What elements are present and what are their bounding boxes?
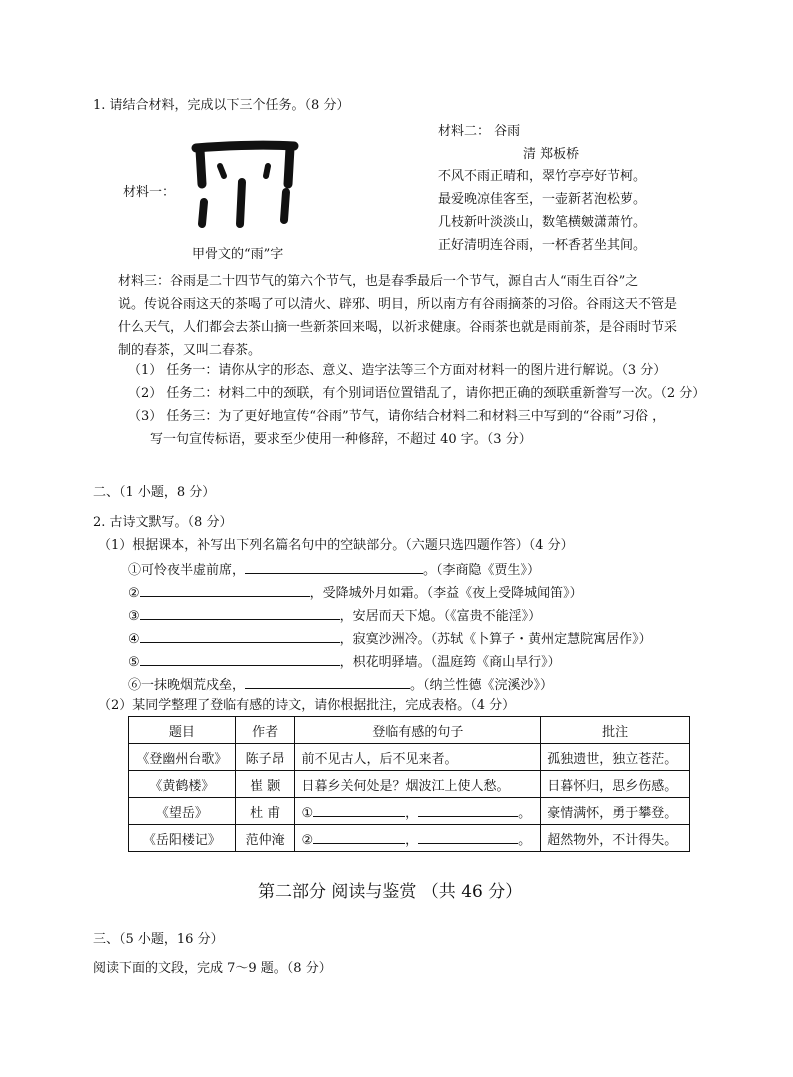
- fill-post: ，寂寞沙洲冷。（苏轼《卜算子・黄州定慧院寓居作》）: [339, 632, 652, 647]
- fill-pre: ②: [128, 586, 140, 601]
- blank-marker: ①: [301, 805, 314, 821]
- material3-line: 材料三：谷雨是二十四节气的第六个节气，也是春季最后一个节气，源自古人“雨生百谷”之: [118, 274, 639, 289]
- fill-item-6: [128, 677, 553, 694]
- table-cell-note: 孤独遗世，独立苍茫。: [541, 744, 690, 771]
- section3-intro: 阅读下面的文段，完成 7～9 题。（8 分）: [93, 961, 332, 976]
- q2-sub2: （2）某同学整理了登临有感的诗文，请你根据批注，完成表格。（4 分）: [98, 698, 516, 713]
- table-cell-line-blank[interactable]: ② ， 。: [295, 825, 541, 852]
- fill-post: 。（李商隐《贾生》）: [423, 563, 541, 578]
- table-cell-note: 超然物外，不计得失。: [541, 825, 690, 852]
- fill-blank[interactable]: [140, 608, 340, 620]
- poem-line: 最爱晚凉佳客至，一壶新茗泡松萝。: [438, 192, 647, 207]
- fill-pre: ⑥一抹晚烟荒戍垒，: [128, 678, 246, 693]
- fill-blank[interactable]: [418, 832, 518, 844]
- poem-table: [128, 716, 690, 852]
- table-row: [129, 825, 690, 852]
- table-cell-title: 《岳阳楼记》: [129, 825, 236, 852]
- poem-line: 几枝新叶淡淡山，数笔横皴潇萧竹。: [438, 215, 647, 230]
- table-cell-note: 日暮怀归，思乡伤感。: [541, 771, 690, 798]
- table-header: 批注: [541, 717, 690, 744]
- part2-title: 第二部分 阅读与鉴赏 （共 46 分）: [258, 882, 523, 902]
- table-cell-author: 范仲淹: [235, 825, 295, 852]
- table-cell-author: 杜 甫: [235, 798, 295, 825]
- q2-sub1: （1）根据课本，补写出下列名篇名句中的空缺部分。（六题只选四题作答）（4 分）: [98, 538, 574, 553]
- table-cell-title: 《黄鹤楼》: [129, 771, 236, 798]
- table-header: 登临有感的句子: [295, 717, 541, 744]
- table-cell-line: 日暮乡关何处是？烟波江上使人愁。: [295, 771, 541, 798]
- table-cell-line-blank[interactable]: ① ， 。: [295, 798, 541, 825]
- material3-line: 什么天气，人们都会去茶山摘一些新茶回来喝，以祈求健康。谷雨茶也就是雨前茶，是谷雨时节采: [118, 320, 678, 335]
- fill-blank[interactable]: [418, 805, 518, 817]
- task-1: （1） 任务一：请你从字的形态、意义、造字法等三个方面对材料一的图片进行解说。（3 分）: [128, 363, 667, 378]
- q1-header: 1. 请结合材料，完成以下三个任务。（8 分）: [93, 98, 350, 113]
- table-cell-note: 豪情满怀，勇于攀登。: [541, 798, 690, 825]
- table-cell-author: 崔 颢: [235, 771, 295, 798]
- fill-pre: ③: [128, 609, 140, 624]
- table-row: [129, 771, 690, 798]
- fill-post: ，枳花明驿墙。（温庭筠《商山早行》）: [339, 655, 561, 670]
- material2-label: 材料二： 谷雨: [438, 124, 521, 139]
- table-cell-line: 前不见古人，后不见来者。: [295, 744, 541, 771]
- fill-pre: ④: [128, 632, 140, 647]
- table-row: [129, 798, 690, 825]
- section2-header: 二、（1 小题，8 分）: [93, 485, 216, 500]
- poem-author: 清 郑板桥: [523, 147, 580, 162]
- poem-line: 不风不雨正晴和，翠竹亭亭好节柯。: [438, 169, 647, 184]
- material1-label: 材料一：: [123, 185, 176, 200]
- fill-blank[interactable]: [313, 832, 405, 844]
- fill-blank[interactable]: [313, 805, 405, 817]
- q2-header: 2. 古诗文默写。（8 分）: [93, 515, 233, 530]
- task-2: （2） 任务二：材料二中的颈联，有个别词语位置错乱了，请你把正确的颈联重新誊写一次。（2 分）: [128, 386, 706, 401]
- fill-item-2: [128, 585, 583, 602]
- fill-post: ，受降城外月如霜。（李益《夜上受降城闻笛》）: [309, 586, 583, 601]
- fill-post: ，安居而天下熄。（《富贵不能淫》）: [339, 609, 542, 624]
- table-cell-title: 《登幽州台歌》: [129, 744, 236, 771]
- poem-line: 正好清明连谷雨，一杯香茗坐其间。: [438, 238, 647, 253]
- table-cell-title: 《望岳》: [129, 798, 236, 825]
- oracle-bone-rain-character: [190, 140, 300, 240]
- fill-item-4: [128, 631, 652, 648]
- fill-pre: ①可怜夜半虚前席，: [128, 563, 246, 578]
- table-header-row: [129, 717, 690, 744]
- section3-header: 三、（5 小题，16 分）: [93, 932, 224, 947]
- material3-line: 制的春茶，又叫二春茶。: [118, 343, 262, 358]
- fill-blank[interactable]: [140, 654, 340, 666]
- task-3-cont: 写一句宣传标语，要求至少使用一种修辞，不超过 40 字。（3 分）: [150, 432, 532, 447]
- fill-pre: ⑤: [128, 655, 140, 670]
- table-header: 题目: [129, 717, 236, 744]
- fill-item-3: [128, 608, 541, 625]
- blank-marker: ②: [301, 832, 314, 848]
- fill-post: 。（纳兰性德《浣溪沙》）: [410, 678, 554, 693]
- fill-blank[interactable]: [245, 677, 410, 689]
- fill-blank[interactable]: [140, 585, 310, 597]
- fill-item-1: [128, 562, 540, 579]
- fill-blank[interactable]: [245, 562, 423, 574]
- task-3: （3） 任务三：为了更好地宣传“谷雨”节气，请你结合材料二和材料三中写到的“谷雨”习俗 ，: [128, 409, 666, 424]
- fill-item-5: [128, 654, 561, 671]
- table-header: 作者: [235, 717, 295, 744]
- oracle-caption: 甲骨文的“雨”字: [192, 247, 284, 262]
- table-row: [129, 744, 690, 771]
- table-cell-author: 陈子昂: [235, 744, 295, 771]
- material3-line: 说。传说谷雨这天的茶喝了可以清火、辟邪、明目，所以南方有谷雨摘茶的习俗。谷雨这天不管是: [118, 297, 678, 312]
- fill-blank[interactable]: [140, 631, 340, 643]
